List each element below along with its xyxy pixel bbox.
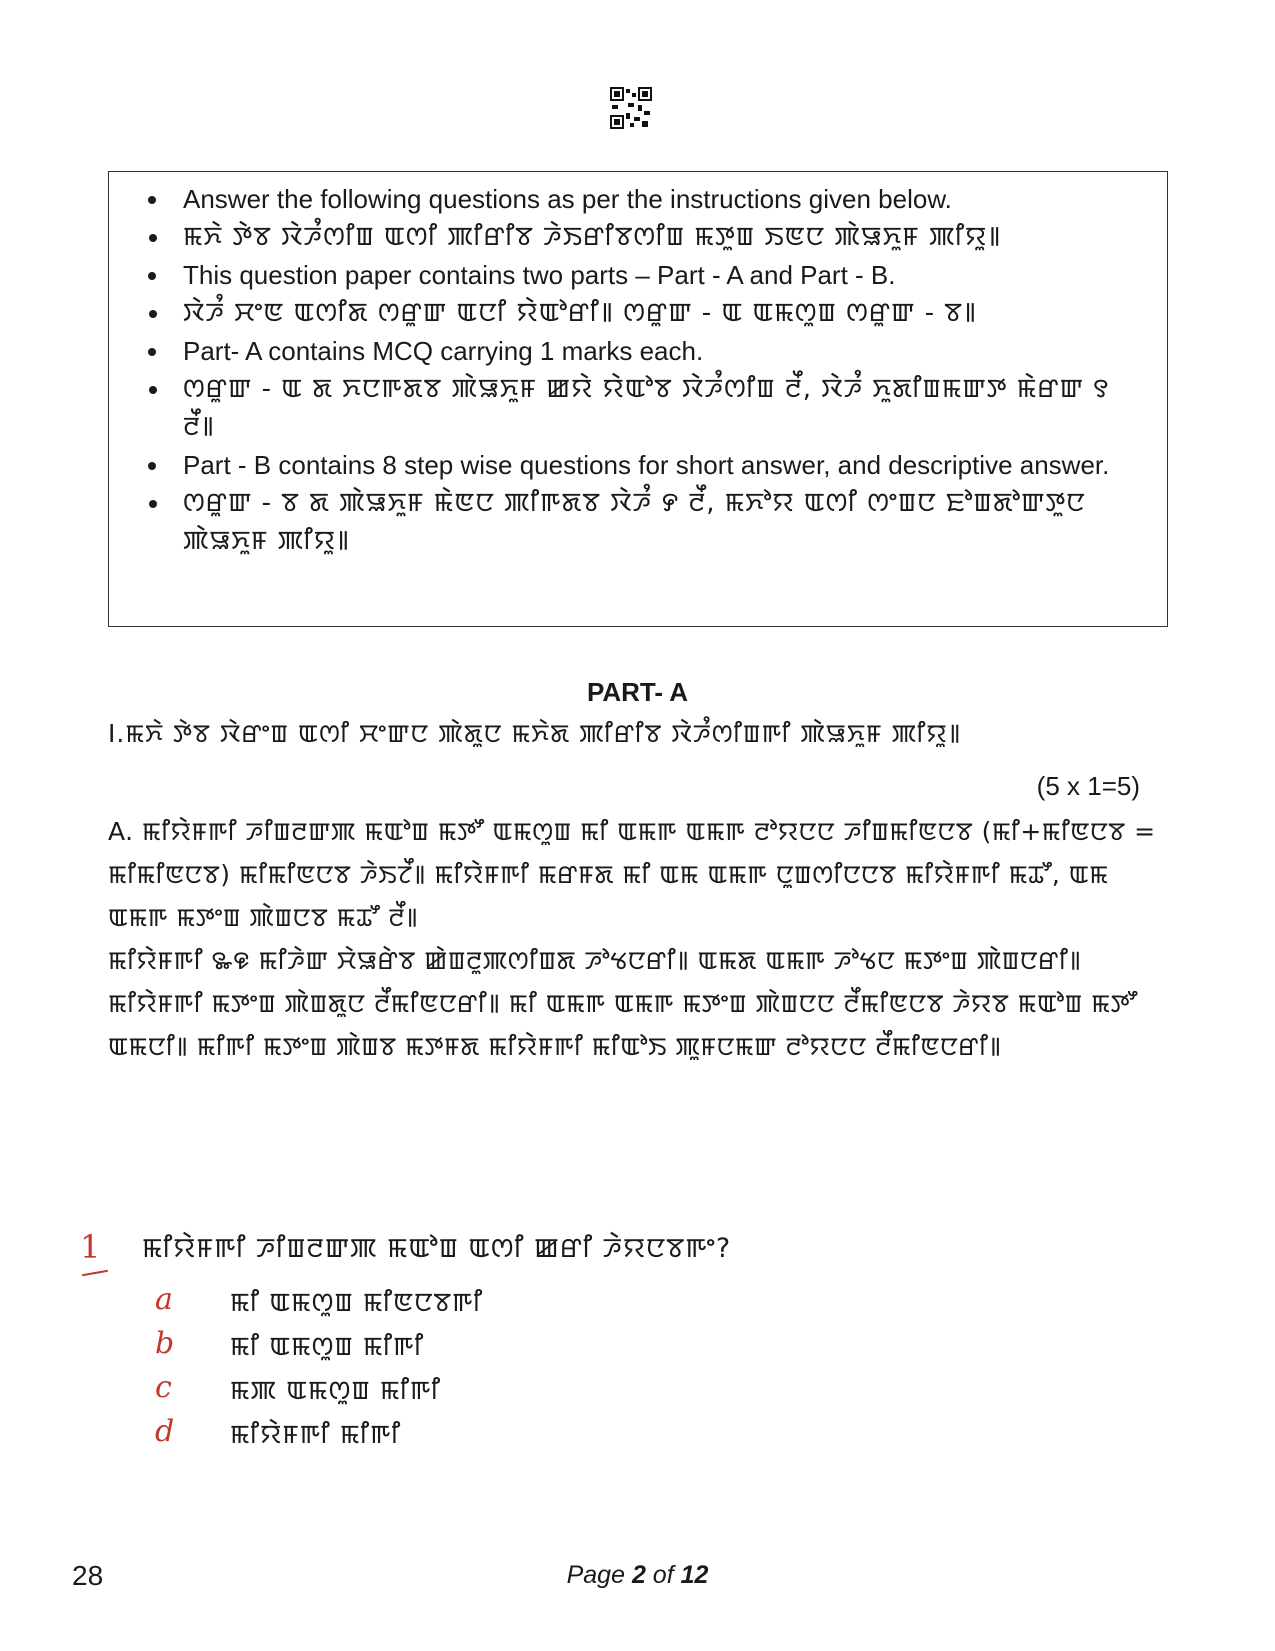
instruction-item: • Part- A contains MCQ carrying 1 marks each. bbox=[171, 332, 1149, 370]
page-current: 2 bbox=[631, 1561, 646, 1589]
question-number: 1 bbox=[80, 1228, 101, 1266]
question-number-underline bbox=[82, 1270, 108, 1276]
option-a[interactable] bbox=[155, 1282, 655, 1326]
instructions-box bbox=[108, 171, 1168, 627]
page-of: of bbox=[645, 1561, 681, 1589]
option-text: ꯃꯄ ꯑꯃꯁꯨꯡ ꯃꯤꯒꯤ bbox=[230, 1376, 442, 1406]
option-label: a bbox=[155, 1282, 173, 1317]
question-text: ꯃꯤꯌꯥꯝꯒꯤ ꯍꯤꯡꯂꯛꯄ ꯃꯑꯣꯡ ꯑꯁꯤ ꯀꯔꯤ ꯍꯥꯌꯅꯕꯒꯦ? bbox=[142, 1233, 732, 1264]
option-text: ꯃꯤꯌꯥꯝꯒꯤ ꯃꯤꯒꯤ bbox=[230, 1420, 402, 1450]
option-text: ꯃꯤ ꯑꯃꯁꯨꯡ ꯃꯤꯟꯅꯕꯒꯤ bbox=[230, 1288, 484, 1318]
instruction-item: • This question paper contains two parts – Part - A and Part - B. bbox=[171, 256, 1149, 294]
option-b[interactable] bbox=[155, 1326, 655, 1370]
option-label: c bbox=[155, 1370, 172, 1405]
instruction-item: • ꯃꯈꯥ ꯇꯥꯕ ꯋꯥꯍꯪꯁꯤꯡ ꯑꯁꯤ ꯄꯤꯔꯤꯕ ꯍꯥꯏꯔꯤꯕꯁꯤꯡ ꯃꯇꯨꯡ ꯏꯟꯅ ꯄꯥꯎꯈꯨꯝ ꯄꯤꯌꯨ꯫ bbox=[171, 218, 1149, 256]
part-title: PART- A bbox=[586, 677, 689, 707]
option-text: ꯃꯤ ꯑꯃꯁꯨꯡ ꯃꯤꯒꯤ bbox=[230, 1332, 425, 1362]
instruction-item: • ꯁꯔꯨꯛ - ꯑ ꯗ ꯈꯅꯒꯗꯕ ꯄꯥꯎꯈꯨꯝ ꯀꯌꯥ ꯌꯥꯑꯣꯕ ꯋꯥꯍꯪꯁꯤꯡ ꯂꯩ, ꯋꯥꯍꯪ ꯈꯨꯗꯤꯡꯃꯛꯇ ꯃꯥꯔꯛ ꯱ ꯂꯩ꯫ bbox=[171, 370, 1149, 446]
instruction-item: • ꯁꯔꯨꯛ - ꯕ ꯗ ꯄꯥꯎꯈꯨꯝ ꯃꯥꯟꯅ ꯄꯤꯒꯗꯕ ꯋꯥꯍꯪ ꯸ ꯂꯩ, ꯃꯈꯣꯌ ꯑꯁꯤ ꯁꯦꯡꯅ ꯐꯣꯡꯗꯣꯛꯇꯨꯅ ꯄꯥꯎꯈꯨꯝ ꯄꯤꯌꯨ꯫ bbox=[171, 484, 1149, 560]
instructions-list bbox=[151, 180, 1149, 560]
reading-passage bbox=[108, 810, 1168, 1068]
option-label: b bbox=[155, 1326, 175, 1361]
instruction-item: • Part - B contains 8 step wise questions for short answer, and descriptive answer. bbox=[171, 446, 1149, 484]
page-indicator bbox=[0, 1561, 1275, 1590]
page-total: 12 bbox=[680, 1561, 709, 1589]
instruction-item: • Answer the following questions as per the instructions given below. bbox=[171, 180, 1149, 218]
option-label: d bbox=[155, 1414, 175, 1449]
question-intro: I.ꯃꯈꯥ ꯇꯥꯕ ꯋꯥꯔꯦꯡ ꯑꯁꯤ ꯆꯦꯛꯅ ꯄꯥꯗꯨꯅ ꯃꯈꯥꯗ ꯄꯤꯔꯤꯕ ꯋꯥꯍꯪꯁꯤꯡꯒꯤ ꯄꯥꯎꯈꯨꯝ ꯄꯤꯌꯨ꯫ bbox=[108, 719, 962, 748]
page-prefix: Page bbox=[566, 1561, 632, 1589]
instruction-item: • ꯋꯥꯍꯪ ꯆꯦꯟ ꯑꯁꯤꯗ ꯁꯔꯨꯛ ꯑꯅꯤ ꯌꯥꯑꯣꯔꯤ꯫ ꯁꯔꯨꯛ - ꯑ ꯑꯃꯁꯨꯡ ꯁꯔꯨꯛ - ꯕ꯫ bbox=[171, 294, 1149, 332]
passage-paragraph: ꯃꯤꯌꯥꯝꯒꯤ ꯳꯶ ꯃꯤꯍꯥꯛ ꯆꯥꯎꯔꯥꯕ ꯀꯥꯡꯂꯨꯄꯁꯤꯡꯗ ꯍꯣꯠꯅꯔꯤ꯫ ꯑꯃꯗ ꯑꯃꯒ ꯍꯣꯠꯅ ꯃꯇꯦꯡ ꯄꯥꯡꯅꯔꯤ꯫ ꯃꯤꯌꯥꯝꯒꯤ ꯃꯇꯦꯡ ꯄꯥꯡꯗꯨꯅ ꯂꯩꯃꯤꯟꯅꯔꯤ꯫ ꯃꯤ ꯑꯃꯒ ꯑꯃꯒ ꯃꯇꯦꯡ ꯄꯥꯡꯅꯅ ꯂꯩꯃꯤꯟꯅꯕ ꯍꯥꯌꯕ ꯃꯑꯣꯡ ꯃꯇꯧ ꯑꯃꯅꯤ꯫ ꯃꯤꯒꯤ ꯃꯇꯦꯡ ꯄꯥꯡꯕ ꯃꯇꯝꯗ ꯃꯤꯌꯥꯝꯒꯤ ꯃꯤꯑꯣꯏ ꯄꯨꯝꯅꯃꯛ ꯂꯣꯌꯅꯅ ꯂꯩꯃꯤꯟꯅꯔꯤ꯫ bbox=[108, 946, 1138, 1061]
option-d[interactable] bbox=[155, 1414, 655, 1458]
marks-label: (5 x 1=5) bbox=[1036, 771, 1140, 801]
passage-paragraph: A. ꯃꯤꯌꯥꯝꯒꯤ ꯍꯤꯡꯂꯛꯄ ꯃꯑꯣꯡ ꯃꯇꯧ ꯑꯃꯁꯨꯡ ꯃꯤ ꯑꯃꯒ ꯑꯃꯒ ꯂꯣꯌꯅꯅ ꯍꯤꯡꯃꯤꯟꯅꯕ (ꯃꯤ+ꯃꯤꯟꯅꯕ = ꯃꯤꯃꯤꯟꯅꯕ) ꯃꯤꯃꯤꯟꯅꯕ ꯍꯥꯏꯖꯩ꯫ ꯃꯤꯌꯥꯝꯒꯤ ꯃꯔꯝꯗ ꯃꯤ ꯑꯃ ꯑꯃꯒ ꯅꯨꯡꯁꯤꯅꯅꯕ ꯃꯤꯌꯥꯝꯒꯤ ꯃꯊꯧ, ꯑꯃ ꯑꯃꯒ ꯃꯇꯦꯡ ꯄꯥꯡꯅꯕ ꯃꯊꯧ ꯂꯩ꯫ bbox=[108, 817, 1156, 932]
page-code: 28 bbox=[72, 1560, 104, 1591]
qr-code-icon bbox=[610, 87, 652, 129]
option-c[interactable] bbox=[155, 1370, 655, 1414]
